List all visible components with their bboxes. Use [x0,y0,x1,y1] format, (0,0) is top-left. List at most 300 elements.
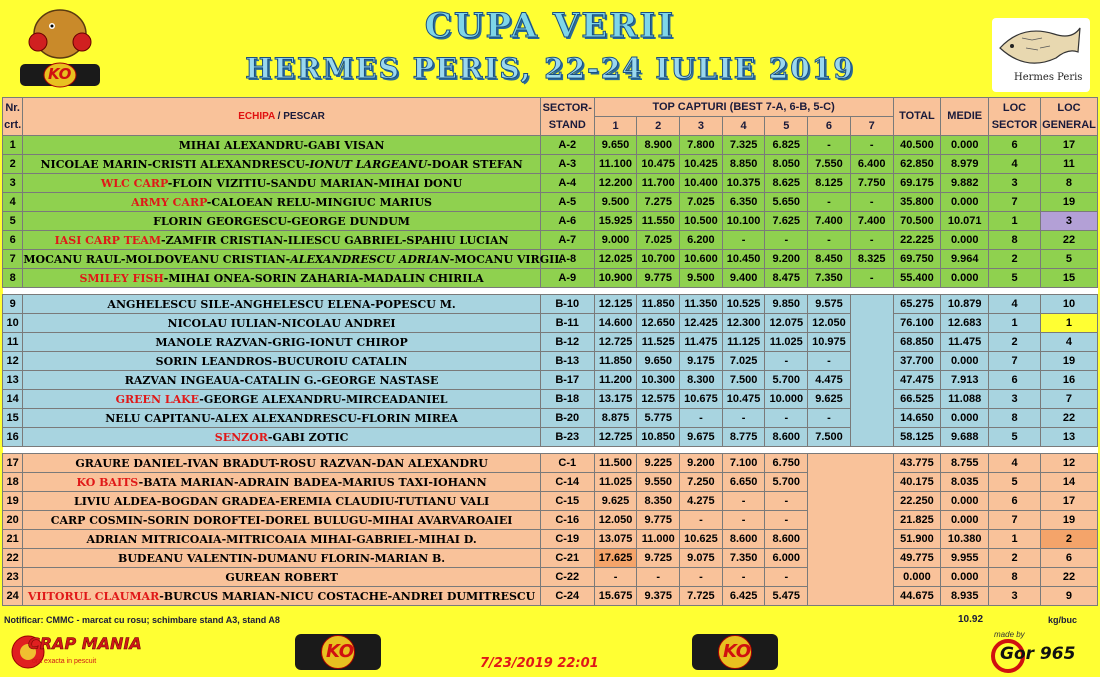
table-row [3,371,1098,390]
catch-5: 9.850 [765,295,808,314]
loc-general: 11 [1040,155,1097,174]
sector-stand: B-13 [540,352,594,371]
loc-general: 5 [1040,250,1097,269]
team-members: ANGHELESCU SILE-ANGHELESCU ELENA-POPESCU M. [107,297,456,311]
sector-stand: C-22 [540,568,594,587]
brand1-text: CRAP MANIA [28,634,142,653]
loc-sector: 2 [989,250,1041,269]
row-nr: 4 [3,193,23,212]
catch-5: 5.700 [765,371,808,390]
group-separator [3,447,1098,454]
medie: 10.071 [941,212,989,231]
loc-sector: 8 [989,568,1041,587]
team-name [23,231,540,250]
catch-3: 7.800 [680,136,723,155]
team-members: -ZAMFIR CRISTIAN-ILIESCU GABRIEL-SPAHIU LUCIAN [161,233,509,247]
sector-stand: C-16 [540,511,594,530]
total: 37.700 [893,352,941,371]
catch-6: 7.550 [808,155,851,174]
catch-1: 13.175 [594,390,637,409]
catch-4: 6.650 [722,473,765,492]
catch-5: - [765,231,808,250]
sector-stand: B-23 [540,428,594,447]
team-members: GUREAN ROBERT [225,570,338,584]
medie: 7.913 [941,371,989,390]
loc-general: 6 [1040,549,1097,568]
team-name [23,390,540,409]
medie: 12.683 [941,314,989,333]
club-name: WLC CARP [100,176,168,190]
loc-sector: 3 [989,390,1041,409]
catch-4: - [722,568,765,587]
catch-7: - [850,269,893,288]
catch-4: - [722,409,765,428]
loc-sector: 2 [989,333,1041,352]
total: 51.900 [893,530,941,549]
table-row [3,390,1098,409]
page-title: CUPA VERII [424,6,676,46]
total: 58.125 [893,428,941,447]
medie: 9.688 [941,428,989,447]
row-nr: 2 [3,155,23,174]
catch-7: - [850,136,893,155]
catch-2: 9.775 [637,511,680,530]
catch-4: 7.025 [722,352,765,371]
table-row [3,136,1098,155]
catch-3: 9.175 [680,352,723,371]
separator-cell [3,447,1098,454]
row-nr: 7 [3,250,23,269]
catch-1: 15.925 [594,212,637,231]
total: 0.000 [893,568,941,587]
loc-sector: 1 [989,212,1041,231]
loc-sector: 7 [989,193,1041,212]
total: 69.750 [893,250,941,269]
catch-4: 7.325 [722,136,765,155]
sector-stand: A-4 [540,174,594,193]
total: 22.225 [893,231,941,250]
sector-stand: A-8 [540,250,594,269]
catch-3: 9.500 [680,269,723,288]
team-name [23,314,540,333]
sector-stand: A-7 [540,231,594,250]
total: 66.525 [893,390,941,409]
catch-7: 7.400 [850,212,893,231]
catch-5: 5.650 [765,193,808,212]
col-sector: SECTOR-STAND [540,98,594,136]
row-nr: 24 [3,587,23,606]
catch-5: 8.600 [765,428,808,447]
sector-stand: B-12 [540,333,594,352]
catch-2: 9.650 [637,352,680,371]
team-member-italic: IONUT LARGEANU [309,157,428,171]
team-members: -GABI ZOTIC [267,430,349,444]
catch-5: 6.825 [765,136,808,155]
sector-stand: C-24 [540,587,594,606]
catch-1: 10.900 [594,269,637,288]
brand3-text: Gor 965 [1000,644,1076,664]
catch-2: 10.475 [637,155,680,174]
catch-3: 9.075 [680,549,723,568]
loc-sector: 8 [989,231,1041,250]
catch-6: 9.575 [808,295,851,314]
catch-4: 10.525 [722,295,765,314]
catch-3: 4.275 [680,492,723,511]
catch-4: 7.350 [722,549,765,568]
team-members: NICOLAE MARIN-CRISTI ALEXANDRESCU- [40,157,310,171]
medie: 0.000 [941,231,989,250]
table-row [3,409,1098,428]
col-medie: MEDIE [941,98,989,136]
loc-sector: 1 [989,530,1041,549]
loc-sector: 6 [989,136,1041,155]
row-nr: 11 [3,333,23,352]
col-loc-general: LOC GENERAL [1040,98,1097,136]
total: 47.475 [893,371,941,390]
loc-general: 13 [1040,428,1097,447]
catch-5: 8.600 [765,530,808,549]
catch-6: 7.350 [808,269,851,288]
catch-6: - [808,352,851,371]
loc-sector: 7 [989,352,1041,371]
row-nr: 23 [3,568,23,587]
row-nr: 9 [3,295,23,314]
table-row [3,511,1098,530]
catch-4: 7.500 [722,371,765,390]
catch-1: 14.600 [594,314,637,333]
catch-6: 4.475 [808,371,851,390]
catch-5: 7.625 [765,212,808,231]
team-members: -MIHAI ONEA-SORIN ZAHARIA-MADALIN CHIRILA [163,271,484,285]
catch-5: 8.050 [765,155,808,174]
catch-2: 11.000 [637,530,680,549]
team-members: -BATA MARIAN-ADRAIN BADEA-MARIUS TAXI-IOHANN [138,475,487,489]
row-nr: 16 [3,428,23,447]
ko-logo-text-1: KO [326,641,355,662]
sector-stand: C-19 [540,530,594,549]
team-members: MIHAI ALEXANDRU-GABI VISAN [178,138,385,152]
catch-6: - [808,193,851,212]
total: 40.500 [893,136,941,155]
catch-2: 10.700 [637,250,680,269]
catch-3: 7.250 [680,473,723,492]
catch-1: 12.025 [594,250,637,269]
catch-5: 8.475 [765,269,808,288]
medie: 0.000 [941,352,989,371]
table-row [3,193,1098,212]
loc-sector: 2 [989,549,1041,568]
col-top: TOP CAPTURI (BEST 7-A, 6-B, 5-C) [594,98,893,117]
team-members: NELU CAPITANU-ALEX ALEXANDRESCU-FLORIN MIREA [105,411,458,425]
catch-2: 5.775 [637,409,680,428]
page-subtitle: HERMES PERIS, 22-24 IULIE 2019 [245,52,855,85]
catch-2: 9.725 [637,549,680,568]
results-table [2,97,1098,606]
catch-5: - [765,352,808,371]
catch-1: 9.650 [594,136,637,155]
catch-4: 10.475 [722,390,765,409]
medie: 10.879 [941,295,989,314]
catch-3: 10.400 [680,174,723,193]
catch-6: - [808,231,851,250]
catch-6: 9.625 [808,390,851,409]
right-logo-text: Hermes Peris [1014,72,1083,83]
col-nr: Nr. crt. [3,98,23,136]
loc-general: 22 [1040,568,1097,587]
table-row [3,492,1098,511]
catch-1: 11.500 [594,454,637,473]
catch-4: 6.350 [722,193,765,212]
total: 68.850 [893,333,941,352]
catch-5: 5.700 [765,473,808,492]
club-name: KO BAITS [76,475,139,489]
table-row [3,428,1098,447]
loc-general: 7 [1040,390,1097,409]
row-nr: 1 [3,136,23,155]
catch-6: - [808,409,851,428]
catch-7: - [850,231,893,250]
catch-1: 15.675 [594,587,637,606]
team-members: MOCANU RAUL-MOLDOVEANU CRISTIAN- [23,252,291,266]
medie: 8.935 [941,587,989,606]
total: 76.100 [893,314,941,333]
row-nr: 13 [3,371,23,390]
loc-sector: 4 [989,454,1041,473]
catch-2: 11.700 [637,174,680,193]
team-members: LIVIU ALDEA-BOGDAN GRADEA-EREMIA CLAUDIU-TUTIANU VALI [74,494,490,508]
team-members-tail: -DOAR STEFAN [427,157,523,171]
catch-1: 11.850 [594,352,637,371]
table-row [3,314,1098,333]
catch-2: 8.350 [637,492,680,511]
catch-4: 10.375 [722,174,765,193]
catch-4: - [722,511,765,530]
loc-general: 19 [1040,511,1097,530]
gor-965-logo [988,630,1094,674]
col-sub-1: 1 [594,117,637,136]
loc-sector: 5 [989,428,1041,447]
catch-3: 9.200 [680,454,723,473]
col-sub-3: 3 [680,117,723,136]
team-name [23,492,540,511]
team-members: NICOLAU IULIAN-NICOLAU ANDREI [167,316,396,330]
catch-2: - [637,568,680,587]
col-sub-2: 2 [637,117,680,136]
loc-sector: 4 [989,295,1041,314]
row-nr: 3 [3,174,23,193]
loc-general: 17 [1040,492,1097,511]
catch-2: 7.275 [637,193,680,212]
medie: 8.755 [941,454,989,473]
row-nr: 10 [3,314,23,333]
catch-3: 10.625 [680,530,723,549]
catch-1: 11.025 [594,473,637,492]
loc-general: 4 [1040,333,1097,352]
ko-logo-text-2: KO [723,641,752,662]
catch-4: 10.100 [722,212,765,231]
left-logo-text: KO [48,65,72,83]
col-sub-5: 5 [765,117,808,136]
catch-5: 10.000 [765,390,808,409]
sector-stand: A-2 [540,136,594,155]
team-name [23,473,540,492]
team-members: CARP COSMIN-SORIN DOROFTEI-DOREL BULUGU-MIHAI AVARVAROAIEI [50,513,513,527]
table-row [3,549,1098,568]
catch-3: - [680,511,723,530]
sector-stand: C-21 [540,549,594,568]
sector-stand: B-18 [540,390,594,409]
sector-stand: A-5 [540,193,594,212]
table-row [3,231,1098,250]
team-name [23,530,540,549]
footer-note: Notificar: CMMC - marcat cu rosu; schimbare stand A3, stand A8 [4,615,280,625]
catch-1: 12.725 [594,428,637,447]
catch-2: 11.525 [637,333,680,352]
separator-cell [3,288,1098,295]
team-members-tail: -MOCANU VIRGIL [449,252,562,266]
team-name [23,587,540,606]
hermes-peris-logo [992,18,1090,92]
catch-4: 6.425 [722,587,765,606]
catch-1: 12.725 [594,333,637,352]
carp-fish-icon [992,18,1090,78]
catch-3: 6.200 [680,231,723,250]
medie: 0.000 [941,568,989,587]
catch-1: 9.000 [594,231,637,250]
catch-2: 10.850 [637,428,680,447]
catch-7: 7.750 [850,174,893,193]
team-members: -BURCUS MARIAN-NICU COSTACHE-ANDREI DUMITRESCU [159,589,536,603]
catch-7: - [850,193,893,212]
catch-1: 11.100 [594,155,637,174]
medie: 8.035 [941,473,989,492]
catch-4: 7.100 [722,454,765,473]
sector-stand: B-20 [540,409,594,428]
catch-5: - [765,568,808,587]
team-members: FLORIN GEORGESCU-GEORGE DUNDUM [153,214,410,228]
loc-sector: 8 [989,409,1041,428]
row-nr: 20 [3,511,23,530]
catch-6: 7.500 [808,428,851,447]
medie: 10.380 [941,530,989,549]
team-members: -GEORGE ALEXANDRU-MIRCEADANIEL [199,392,448,406]
sector-stand: C-1 [540,454,594,473]
total: 43.775 [893,454,941,473]
catch-1: 12.125 [594,295,637,314]
loc-sector: 1 [989,314,1041,333]
catch-2: 11.850 [637,295,680,314]
table-row [3,212,1098,231]
catch-4: 8.850 [722,155,765,174]
row-nr: 12 [3,352,23,371]
col-sub-6: 6 [808,117,851,136]
medie: 11.475 [941,333,989,352]
brand1-subtext: ora exacta in pescuit [32,658,97,665]
loc-general: 10 [1040,295,1097,314]
table-row [3,568,1098,587]
team-members: -FLOIN VIZITIU-SANDU MARIAN-MIHAI DONU [167,176,463,190]
catch-2: 9.775 [637,269,680,288]
ko-baits-logo-footer-1 [295,634,381,670]
team-members: GRAURE DANIEL-IVAN BRADUT-ROSU RAZVAN-DAN ALEXANDRU [75,456,488,470]
total: 65.275 [893,295,941,314]
team-name [23,409,540,428]
row-nr: 15 [3,409,23,428]
medie: 0.000 [941,511,989,530]
loc-sector: 7 [989,511,1041,530]
team-name [23,193,540,212]
col-total: TOTAL [893,98,941,136]
ko-baits-logo-footer-2 [692,634,778,670]
medie: 0.000 [941,409,989,428]
table-row [3,454,1098,473]
average-weight-unit: kg/buc [1048,615,1078,625]
total: 44.675 [893,587,941,606]
catch-3: 7.025 [680,193,723,212]
table-row [3,174,1098,193]
table-row [3,269,1098,288]
catch-2: 9.550 [637,473,680,492]
sector-stand: A-9 [540,269,594,288]
catch-6: 10.975 [808,333,851,352]
total: 55.400 [893,269,941,288]
catch-5: 6.750 [765,454,808,473]
catch-1: 9.500 [594,193,637,212]
sector-stand: A-6 [540,212,594,231]
team-name [23,295,540,314]
catch-4: 9.400 [722,269,765,288]
loc-general: 14 [1040,473,1097,492]
sector-stand: C-14 [540,473,594,492]
medie: 0.000 [941,492,989,511]
loc-general: 3 [1040,212,1097,231]
total: 21.825 [893,511,941,530]
catch-5: 12.075 [765,314,808,333]
made-by-text: made by [994,630,1025,639]
total: 14.650 [893,409,941,428]
catch-3: 10.500 [680,212,723,231]
team-name [23,568,540,587]
col-sub-7: 7 [850,117,893,136]
loc-general: 22 [1040,409,1097,428]
catch-3: 10.675 [680,390,723,409]
row-nr: 19 [3,492,23,511]
table-row [3,155,1098,174]
team-members: SORIN LEANDROS-BUCUROIU CATALIN [155,354,408,368]
sector-stand: B-11 [540,314,594,333]
team-name [23,549,540,568]
team-members: RAZVAN INGEAUA-CATALIN G.-GEORGE NASTASE [124,373,439,387]
col-sub-4: 4 [722,117,765,136]
catch-1: - [594,568,637,587]
total: 62.850 [893,155,941,174]
catch-3: 12.425 [680,314,723,333]
total: 70.500 [893,212,941,231]
row-nr: 6 [3,231,23,250]
catch-4: - [722,231,765,250]
catch-2: 11.550 [637,212,680,231]
loc-general: 19 [1040,193,1097,212]
loc-sector: 5 [989,473,1041,492]
total: 22.250 [893,492,941,511]
catch-5: - [765,492,808,511]
loc-general: 1 [1040,314,1097,333]
catch-2: 9.375 [637,587,680,606]
row-nr: 14 [3,390,23,409]
loc-sector: 6 [989,492,1041,511]
loc-general: 9 [1040,587,1097,606]
team-members: MANOLE RAZVAN-GRIG-IONUT CHIROP [155,335,408,349]
